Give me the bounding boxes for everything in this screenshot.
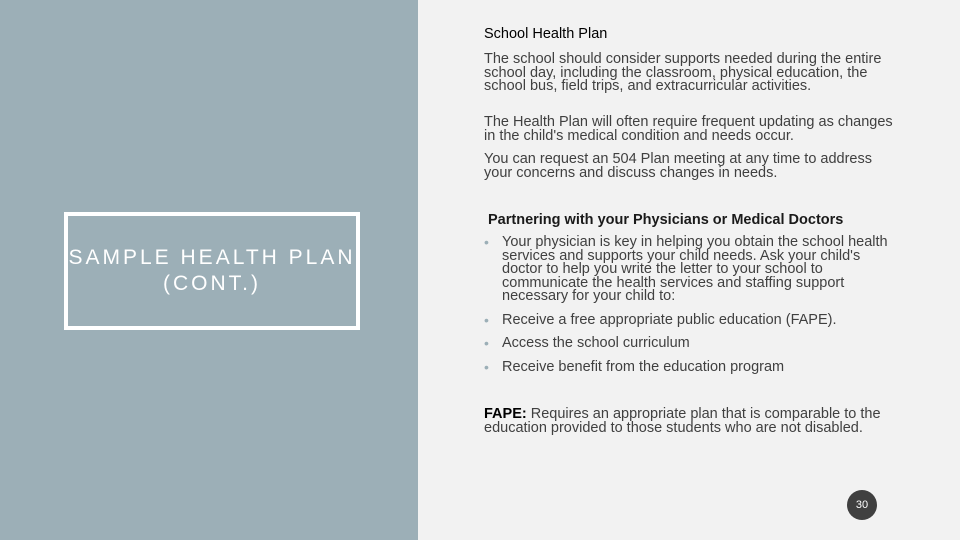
paragraph-504-meeting: You can request an 504 Plan meeting at any time to address your concerns and discuss changes in needs. [484,151,872,181]
list-item: • Receive a free appropriate public education (FAPE). [484,311,837,328]
slide-title: SAMPLE HEALTH PLAN (CONT.) [68,246,356,295]
fape-definition [484,408,904,435]
list-item: • Receive benefit from the education program [484,358,785,375]
paragraph-updating: The Health Plan will often require frequent updating as changes in the child's medical condition and needs occur. [484,114,893,144]
list-item: • Your physician is key in helping you obtain the school health services and supports your child needs. Ask your child's doctor to help you write the letter to your school to communicate the health services and staffing support necessary for your child to: [484,234,888,304]
bullet-list [484,236,904,374]
section-heading: School Health Plan [484,26,608,42]
list-item: • Access the school curriculum [484,335,690,351]
slide-title-box [64,212,360,330]
bullet-icon: • [484,234,489,250]
partnering-heading: Partnering with your Physicians or Medical Doctors [488,212,844,228]
paragraph-supports: The school should consider supports needed during the entire school day, including the classroom, physical education, the school bus, field trips, and extracurricular activities. [484,51,882,94]
bullet-icon: • [484,335,489,351]
fape-text: Requires an appropriate plan that is comparable to the education provided to those students who are not disabled. [484,406,881,436]
fape-label: FAPE: [484,406,527,422]
page-number-badge: 30 [847,490,877,520]
bullet-icon: • [484,311,489,328]
bullet-icon: • [484,358,489,375]
